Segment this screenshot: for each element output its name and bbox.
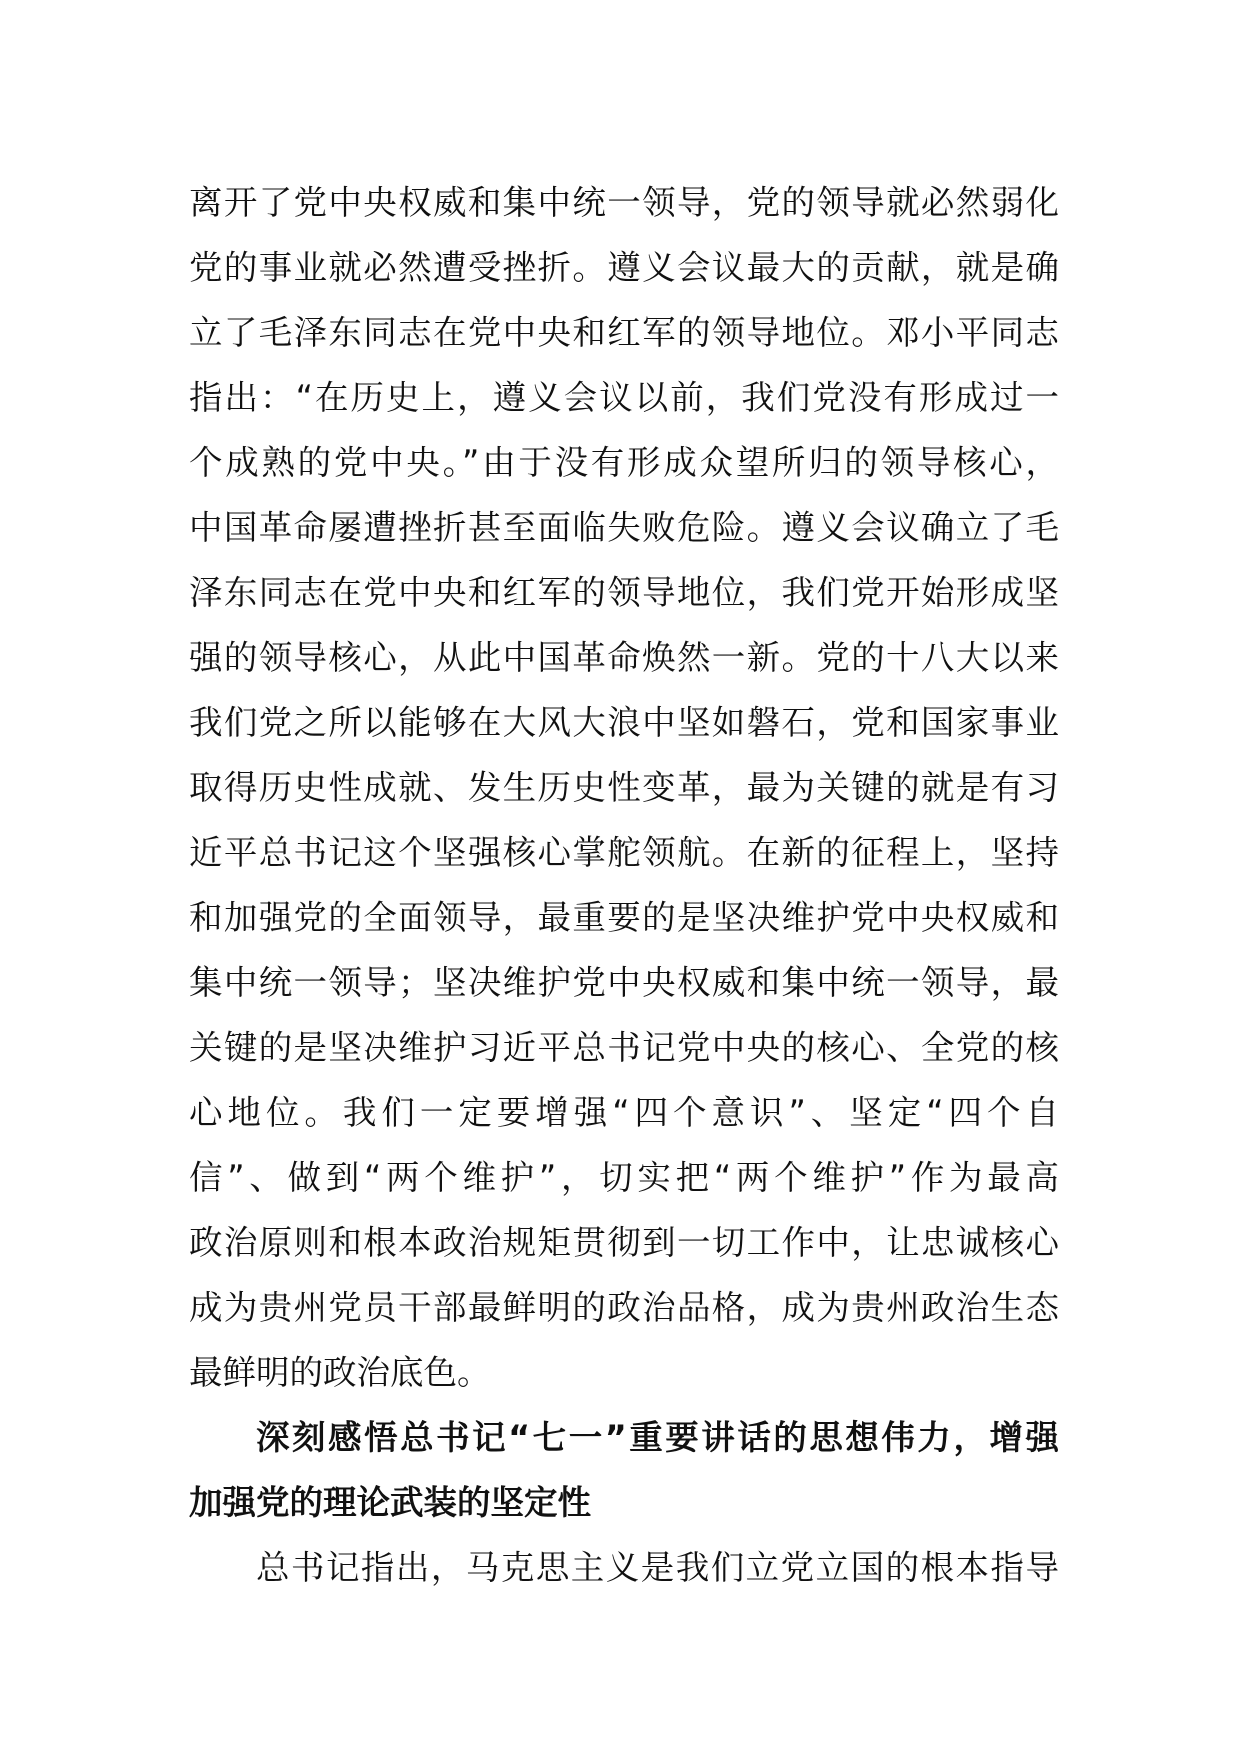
body-line-4: 指出：“在历史上，遵义会议以前，我们党没有形成过一 <box>189 378 1059 417</box>
body-line-17: 政治原则和根本政治规矩贯彻到一切工作中，让忠诚核心 <box>189 1223 1059 1262</box>
body-line-8: 强的领导核心，从此中国革命焕然一新。党的十八大以来 <box>189 638 1059 677</box>
body-line-3: 立了毛泽东同志在党中央和红军的领导地位。邓小平同志 <box>189 313 1059 352</box>
body-line-14: 关键的是坚决维护习近平总书记党中央的核心、全党的核 <box>189 1028 1059 1067</box>
body-line-7: 泽东同志在党中央和红军的领导地位，我们党开始形成坚 <box>189 573 1059 612</box>
body-line-5: 个成熟的党中央。”由于没有形成众望所归的领导核心， <box>189 443 1059 482</box>
body-line-16: 信”、做到“两个维护”，切实把“两个维护”作为最高 <box>189 1158 1059 1197</box>
section-heading-line-1: 深刻感悟总书记“七一”重要讲话的思想伟力，增强 <box>256 1418 1059 1457</box>
next-paragraph-line-1: 总书记指出，马克思主义是我们立党立国的根本指导 <box>256 1548 1059 1587</box>
body-line-1: 离开了党中央权威和集中统一领导，党的领导就必然弱化 <box>189 183 1059 222</box>
body-line-11: 近平总书记这个坚强核心掌舵领航。在新的征程上，坚持 <box>189 833 1059 872</box>
body-line-9: 我们党之所以能够在大风大浪中坚如磐石，党和国家事业 <box>189 703 1059 742</box>
document-body <box>189 170 1059 1600</box>
body-line-12: 和加强党的全面领导，最重要的是坚决维护党中央权威和 <box>189 898 1059 937</box>
body-line-10: 取得历史性成就、发生历史性变革，最为关键的就是有习 <box>189 768 1059 807</box>
section-heading-line-2: 加强党的理论武装的坚定性 <box>189 1483 591 1522</box>
body-line-6: 中国革命屡遭挫折甚至面临失败危险。遵义会议确立了毛 <box>189 508 1059 547</box>
body-line-13: 集中统一领导；坚决维护党中央权威和集中统一领导，最 <box>189 963 1059 1002</box>
body-line-19: 最鲜明的政治底色。 <box>189 1353 491 1392</box>
body-line-15: 心地位。我们一定要增强“四个意识”、坚定“四个自 <box>189 1093 1059 1132</box>
body-line-2: 党的事业就必然遭受挫折。遵义会议最大的贡献，就是确 <box>189 248 1059 287</box>
body-line-18: 成为贵州党员干部最鲜明的政治品格，成为贵州政治生态 <box>189 1288 1059 1327</box>
